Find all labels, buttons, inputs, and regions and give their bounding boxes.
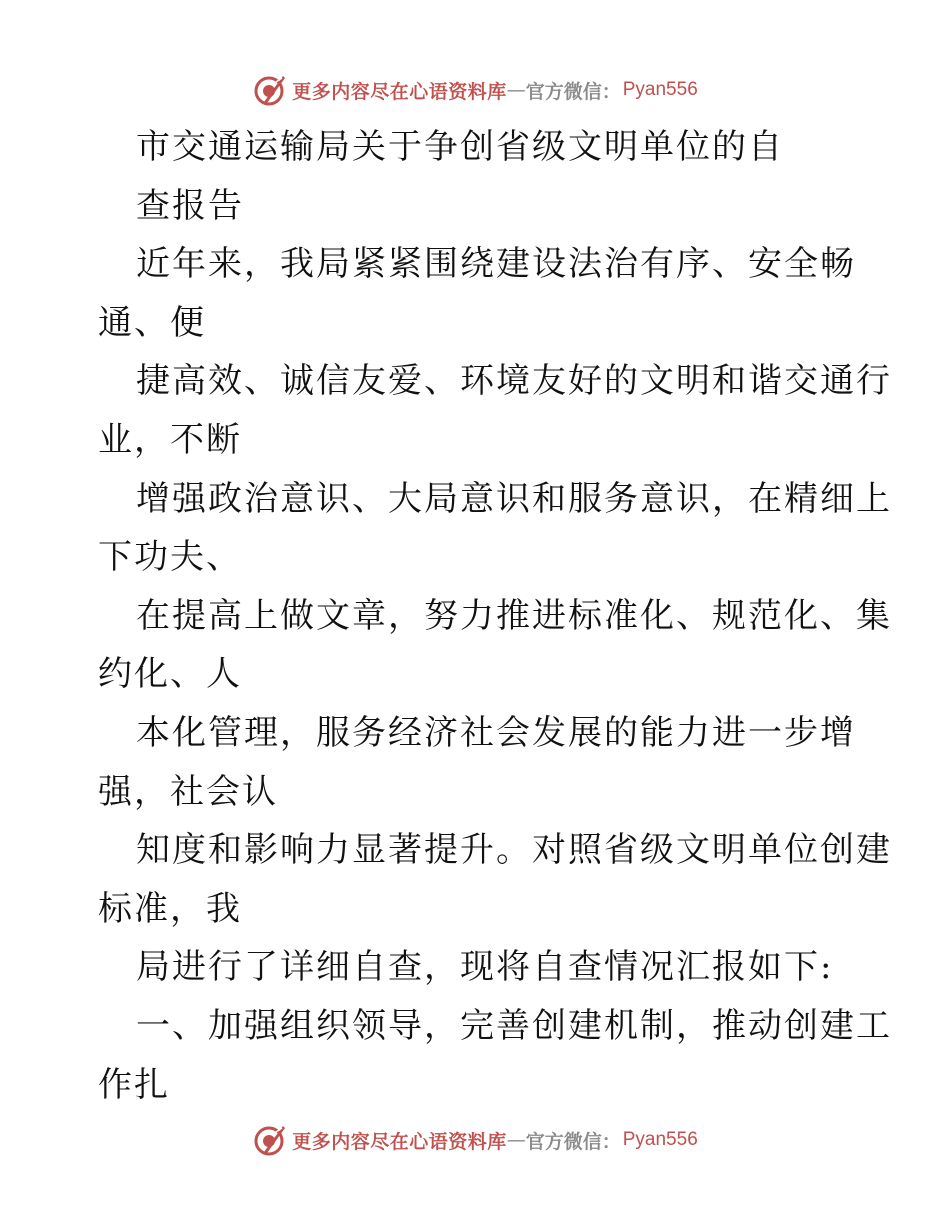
footer-wechat-label: 官方微信： — [525, 1130, 621, 1153]
footer-banner — [0, 1118, 950, 1162]
doc-line: 捷高效、诚信友爱、环境友好的文明和谐交通行 — [136, 361, 892, 402]
doc-line: 一、加强组织领导，完善创建机制，推动创建工 — [136, 1005, 892, 1046]
doc-line: 通、便 — [98, 302, 206, 343]
doc-line: 增强政治意识、大局意识和服务意识，在精细上 — [136, 478, 892, 519]
doc-line: 作扎 — [98, 1064, 170, 1105]
doc-line: 近年来，我局紧紧围绕建设法治有序、安全畅 — [136, 244, 856, 285]
header-wechat-id: Pyan556 — [622, 79, 698, 100]
quill-logo-icon — [252, 72, 288, 108]
quill-logo-icon — [252, 1122, 288, 1158]
header-banner-separator: — — [506, 79, 526, 101]
header-banner — [0, 68, 950, 112]
footer-banner-separator: — — [506, 1129, 526, 1151]
header-wechat-label: 官方微信： — [525, 80, 621, 103]
doc-line: 约化、人 — [98, 654, 242, 695]
doc-line: 知度和影响力显著提升。对照省级文明单位创建 — [136, 830, 892, 871]
doc-line: 下功夫、 — [98, 537, 242, 578]
doc-line: 市交通运输局关于争创省级文明单位的自 — [136, 127, 784, 167]
doc-line: 局进行了详细自查，现将自查情况汇报如下: — [136, 947, 834, 988]
footer-banner-text: 更多内容尽在心语资料库 — [292, 1130, 507, 1153]
doc-line: 查报告 — [136, 185, 244, 226]
doc-line: 本化管理，服务经济社会发展的能力进一步增 — [136, 712, 856, 753]
doc-line: 强，社会认 — [98, 771, 278, 812]
document-body — [98, 118, 892, 1114]
footer-wechat-id: Pyan556 — [622, 1129, 698, 1150]
header-banner-text: 更多内容尽在心语资料库 — [292, 80, 507, 103]
doc-line: 在提高上做文章，努力推进标准化、规范化、集 — [136, 595, 892, 636]
doc-line: 标准，我 — [98, 888, 242, 929]
doc-line: 业，不断 — [98, 419, 242, 460]
